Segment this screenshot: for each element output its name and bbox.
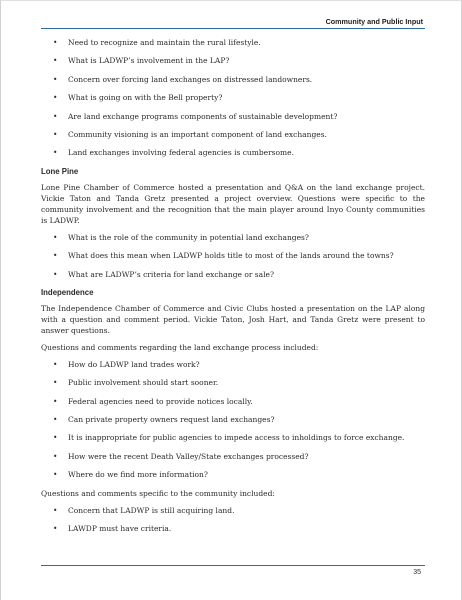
- page-number: 35: [413, 569, 421, 576]
- section-heading-lone-pine: Lone Pine: [41, 166, 79, 176]
- list-item: • Can private property owners request land exchanges?: [41, 414, 425, 425]
- intro-community-questions: Questions and comments specific to the community included:: [41, 488, 275, 498]
- list-item: • Federal agencies need to provide notices locally.: [41, 396, 425, 407]
- list-item: • Land exchanges involving federal agencies is cumbersome.: [41, 147, 425, 158]
- list-item: • Need to recognize and maintain the rural lifestyle.: [41, 37, 425, 48]
- list-item: • How were the recent Death Valley/State exchanges processed?: [41, 451, 425, 462]
- bullet-list-lone-pine: [41, 232, 425, 280]
- list-item: • It is inappropriate for public agencies to impede access to inholdings to force exchange.: [41, 432, 425, 443]
- footer-rule: [41, 565, 425, 566]
- list-item: • What does this mean when LADWP holds title to most of the lands around the towns?: [41, 250, 425, 261]
- page-content: [41, 37, 425, 541]
- list-item: • Concern that LADWP is still acquiring land.: [41, 505, 425, 516]
- list-item: • Where do we find more information?: [41, 469, 425, 480]
- list-item: • What is going on with the Bell property?: [41, 92, 425, 103]
- header-title: Community and Public Input: [325, 17, 423, 26]
- list-item: • What is the role of the community in potential land exchanges?: [41, 232, 425, 243]
- intro-process-questions: Questions and comments regarding the land exchange process included:: [41, 342, 319, 352]
- list-item: • Are land exchange programs components of sustainable development?: [41, 111, 425, 122]
- header-rule: [41, 28, 425, 29]
- bullet-list-process: [41, 359, 425, 480]
- paragraph-lone-pine: Lone Pine Chamber of Commerce hosted a presentation and Q&A on the land exchange project. Vickie Taton and Tanda Gretz presented a project overview. Questions were specific to the community involvement and the recognition that the main player around Inyo County communities is LADWP.: [41, 182, 425, 225]
- list-item: • Concern over forcing land exchanges on distressed landowners.: [41, 74, 425, 85]
- list-item: • Public involvement should start sooner.: [41, 377, 425, 388]
- list-item: • LAWDP must have criteria.: [41, 523, 425, 534]
- section-heading-independence: Independence: [41, 287, 94, 297]
- bullet-list-community: [41, 505, 425, 534]
- list-item: • What are LADWP’s criteria for land exchange or sale?: [41, 269, 425, 280]
- list-item: • What is LADWP’s involvement in the LAP?: [41, 55, 425, 66]
- paragraph-independence: The Independence Chamber of Commerce and Civic Clubs hosted a presentation on the LAP along with a question and comment period. Vickie Taton, Josh Hart, and Tanda Gretz were present to answer questions.: [41, 303, 425, 335]
- list-item: • How do LADWP land trades work?: [41, 359, 425, 370]
- bullet-list-top: [41, 37, 425, 158]
- list-item: • Community visioning is an important component of land exchanges.: [41, 129, 425, 140]
